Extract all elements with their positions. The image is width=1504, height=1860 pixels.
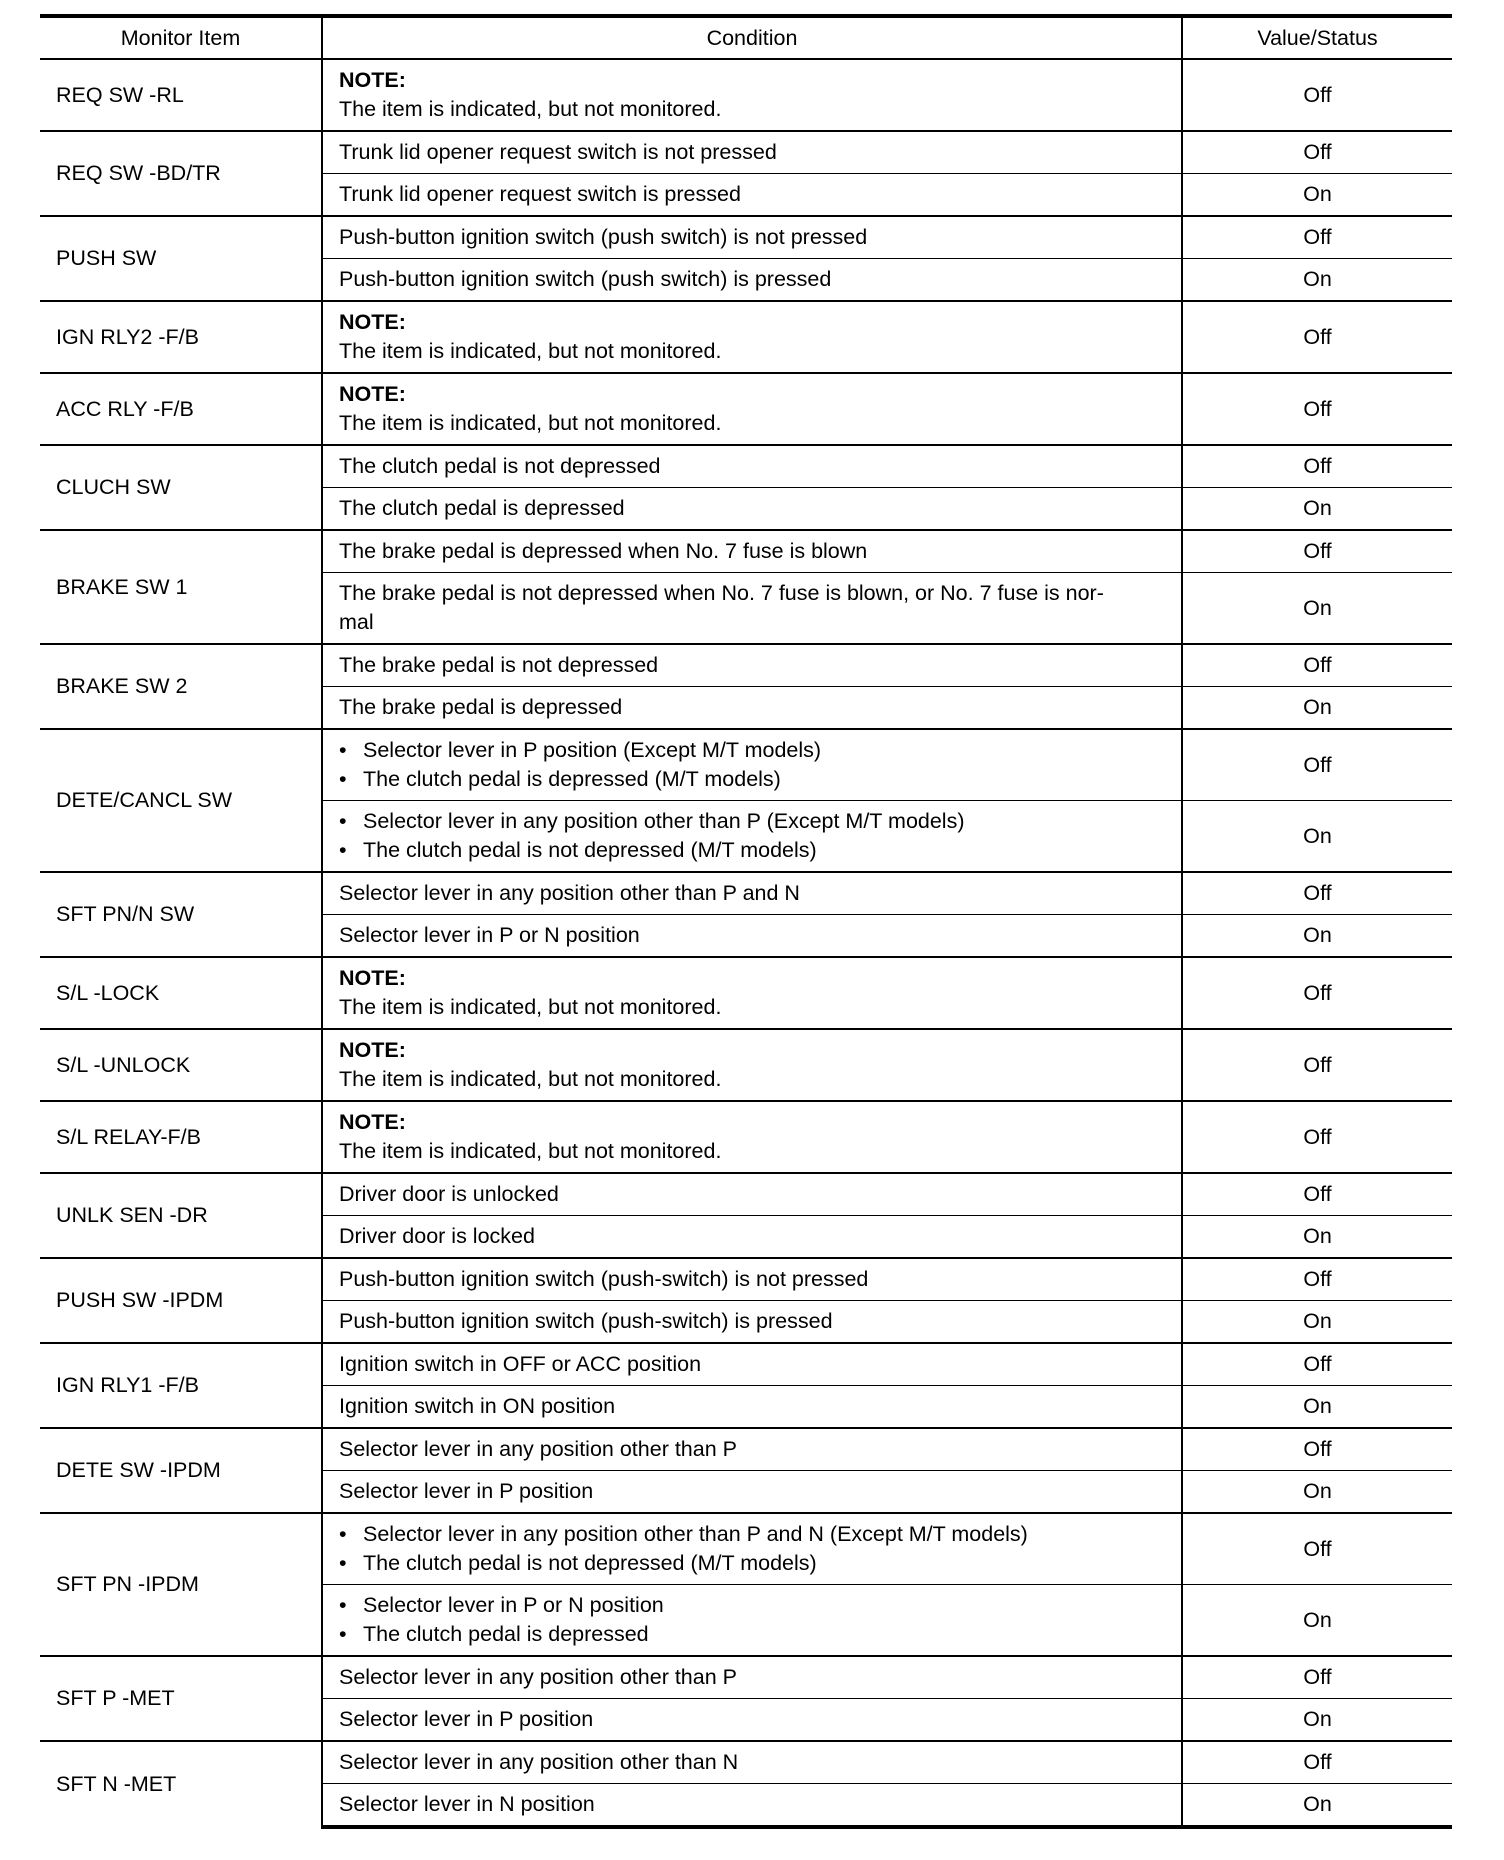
value-cell: Off: [1182, 216, 1452, 259]
value-cell: Off: [1182, 1101, 1452, 1173]
value-cell: On: [1182, 1471, 1452, 1514]
monitor-item-cell: IGN RLY1 -F/B: [40, 1343, 322, 1428]
table-row: [40, 872, 1452, 915]
table-row: [40, 1258, 1452, 1301]
value-cell: Off: [1182, 1258, 1452, 1301]
note-text: The item is indicated, but not monitored.: [339, 411, 722, 435]
table-header-row: [40, 16, 1452, 59]
note-label: NOTE:: [339, 68, 406, 92]
note-text: The item is indicated, but not monitored.: [339, 1139, 722, 1163]
value-cell: Off: [1182, 644, 1452, 687]
monitor-item-cell: DETE SW -IPDM: [40, 1428, 322, 1513]
monitor-item-cell: PUSH SW -IPDM: [40, 1258, 322, 1343]
value-cell: Off: [1182, 872, 1452, 915]
table-row: [40, 644, 1452, 687]
header-condition: Condition: [322, 16, 1182, 59]
value-cell: Off: [1182, 1656, 1452, 1699]
table-row: [40, 301, 1452, 373]
monitor-item-cell: ACC RLY -F/B: [40, 373, 322, 445]
condition-cell: [322, 59, 1182, 131]
bullet-item: • The clutch pedal is depressed (M/T models): [339, 765, 1169, 794]
note-label: NOTE:: [339, 966, 406, 990]
condition-cell: Selector lever in any position other than P and N: [322, 872, 1182, 915]
condition-cell: Ignition switch in OFF or ACC position: [322, 1343, 1182, 1386]
value-cell: On: [1182, 488, 1452, 531]
bullet-item: • The clutch pedal is not depressed (M/T models): [339, 1549, 1169, 1578]
note-label: NOTE:: [339, 1110, 406, 1134]
monitor-item-cell: REQ SW -RL: [40, 59, 322, 131]
note-text: The item is indicated, but not monitored.: [339, 995, 722, 1019]
condition-cell: Push-button ignition switch (push-switch) is pressed: [322, 1301, 1182, 1344]
condition-cell: Push-button ignition switch (push-switch) is not pressed: [322, 1258, 1182, 1301]
value-cell: Off: [1182, 1428, 1452, 1471]
value-cell: On: [1182, 687, 1452, 730]
condition-cell: [322, 301, 1182, 373]
condition-cell: Trunk lid opener request switch is not pressed: [322, 131, 1182, 174]
value-cell: On: [1182, 259, 1452, 302]
bullet-item: • Selector lever in any position other than P (Except M/T models): [339, 807, 1169, 836]
condition-cell: Selector lever in P position: [322, 1699, 1182, 1742]
table-row: [40, 216, 1452, 259]
value-cell: Off: [1182, 445, 1452, 488]
condition-cell: Selector lever in any position other than P: [322, 1656, 1182, 1699]
table-row: [40, 530, 1452, 573]
monitor-item-cell: CLUCH SW: [40, 445, 322, 530]
value-cell: Off: [1182, 1513, 1452, 1585]
value-cell: On: [1182, 801, 1452, 873]
value-cell: Off: [1182, 1343, 1452, 1386]
value-cell: Off: [1182, 1029, 1452, 1101]
value-cell: Off: [1182, 131, 1452, 174]
condition-cell: [322, 1585, 1182, 1657]
table-row: [40, 957, 1452, 1029]
table-row: [40, 729, 1452, 801]
value-cell: Off: [1182, 373, 1452, 445]
monitor-item-cell: S/L -LOCK: [40, 957, 322, 1029]
value-cell: On: [1182, 1585, 1452, 1657]
monitor-item-cell: IGN RLY2 -F/B: [40, 301, 322, 373]
value-cell: Off: [1182, 301, 1452, 373]
monitor-item-cell: REQ SW -BD/TR: [40, 131, 322, 216]
table-row: [40, 445, 1452, 488]
table-row: [40, 1173, 1452, 1216]
note-text: The item is indicated, but not monitored.: [339, 97, 722, 121]
value-cell: Off: [1182, 957, 1452, 1029]
table-row: [40, 1741, 1452, 1784]
condition-cell: Selector lever in any position other than N: [322, 1741, 1182, 1784]
condition-cell: [322, 957, 1182, 1029]
value-cell: On: [1182, 1784, 1452, 1828]
condition-cell: The brake pedal is not depressed: [322, 644, 1182, 687]
note-text: The item is indicated, but not monitored.: [339, 339, 722, 363]
condition-cell: Driver door is locked: [322, 1216, 1182, 1259]
monitor-item-table: [40, 14, 1452, 1829]
note-text: The item is indicated, but not monitored.: [339, 1067, 722, 1091]
monitor-item-cell: BRAKE SW 2: [40, 644, 322, 729]
condition-cell: The brake pedal is depressed: [322, 687, 1182, 730]
condition-cell: [322, 801, 1182, 873]
value-cell: On: [1182, 174, 1452, 217]
condition-cell: Trunk lid opener request switch is pressed: [322, 174, 1182, 217]
condition-cell: Ignition switch in ON position: [322, 1386, 1182, 1429]
value-cell: Off: [1182, 729, 1452, 801]
table-row: [40, 131, 1452, 174]
monitor-item-cell: SFT P -MET: [40, 1656, 322, 1741]
value-cell: Off: [1182, 1741, 1452, 1784]
bullet-item: • Selector lever in any position other than P and N (Except M/T models): [339, 1520, 1169, 1549]
bullet-item: • The clutch pedal is depressed: [339, 1620, 1169, 1649]
condition-cell: Push-button ignition switch (push switch) is pressed: [322, 259, 1182, 302]
condition-cell: Selector lever in N position: [322, 1784, 1182, 1828]
value-cell: On: [1182, 573, 1452, 645]
condition-cell: Selector lever in P or N position: [322, 915, 1182, 958]
condition-cell: [322, 729, 1182, 801]
value-cell: Off: [1182, 530, 1452, 573]
table-row: [40, 1513, 1452, 1585]
condition-cell: The brake pedal is depressed when No. 7 fuse is blown: [322, 530, 1182, 573]
condition-cell: Push-button ignition switch (push switch) is not pressed: [322, 216, 1182, 259]
value-cell: On: [1182, 1386, 1452, 1429]
bullet-item: • The clutch pedal is not depressed (M/T models): [339, 836, 1169, 865]
value-cell: On: [1182, 1301, 1452, 1344]
note-label: NOTE:: [339, 382, 406, 406]
monitor-item-cell: SFT N -MET: [40, 1741, 322, 1827]
header-monitor-item: Monitor Item: [40, 16, 322, 59]
monitor-item-cell: S/L -UNLOCK: [40, 1029, 322, 1101]
document-page: [40, 14, 1452, 1829]
value-cell: On: [1182, 915, 1452, 958]
condition-cell: Selector lever in any position other than P: [322, 1428, 1182, 1471]
note-label: NOTE:: [339, 1038, 406, 1062]
condition-cell: [322, 373, 1182, 445]
table-row: [40, 1428, 1452, 1471]
condition-cell: [322, 1101, 1182, 1173]
monitor-item-cell: PUSH SW: [40, 216, 322, 301]
monitor-item-cell: SFT PN/N SW: [40, 872, 322, 957]
value-cell: Off: [1182, 1173, 1452, 1216]
table-row: [40, 1101, 1452, 1173]
condition-cell: The clutch pedal is not depressed: [322, 445, 1182, 488]
bullet-item: • Selector lever in P position (Except M/T models): [339, 736, 1169, 765]
table-row: [40, 1343, 1452, 1386]
condition-cell: [322, 1513, 1182, 1585]
value-cell: On: [1182, 1699, 1452, 1742]
condition-cell: Selector lever in P position: [322, 1471, 1182, 1514]
table-row: [40, 1656, 1452, 1699]
value-cell: On: [1182, 1216, 1452, 1259]
condition-cell: The brake pedal is not depressed when No. 7 fuse is blown, or No. 7 fuse is nor- mal: [322, 573, 1182, 645]
table-row: [40, 1029, 1452, 1101]
value-cell: Off: [1182, 59, 1452, 131]
monitor-item-cell: DETE/CANCL SW: [40, 729, 322, 872]
table-row: [40, 373, 1452, 445]
monitor-item-cell: SFT PN -IPDM: [40, 1513, 322, 1656]
monitor-item-cell: UNLK SEN -DR: [40, 1173, 322, 1258]
table-row: [40, 59, 1452, 131]
bullet-item: • Selector lever in P or N position: [339, 1591, 1169, 1620]
condition-cell: The clutch pedal is depressed: [322, 488, 1182, 531]
note-label: NOTE:: [339, 310, 406, 334]
monitor-item-cell: S/L RELAY-F/B: [40, 1101, 322, 1173]
monitor-item-cell: BRAKE SW 1: [40, 530, 322, 644]
condition-cell: [322, 1029, 1182, 1101]
condition-cell: Driver door is unlocked: [322, 1173, 1182, 1216]
header-value-status: Value/Status: [1182, 16, 1452, 59]
